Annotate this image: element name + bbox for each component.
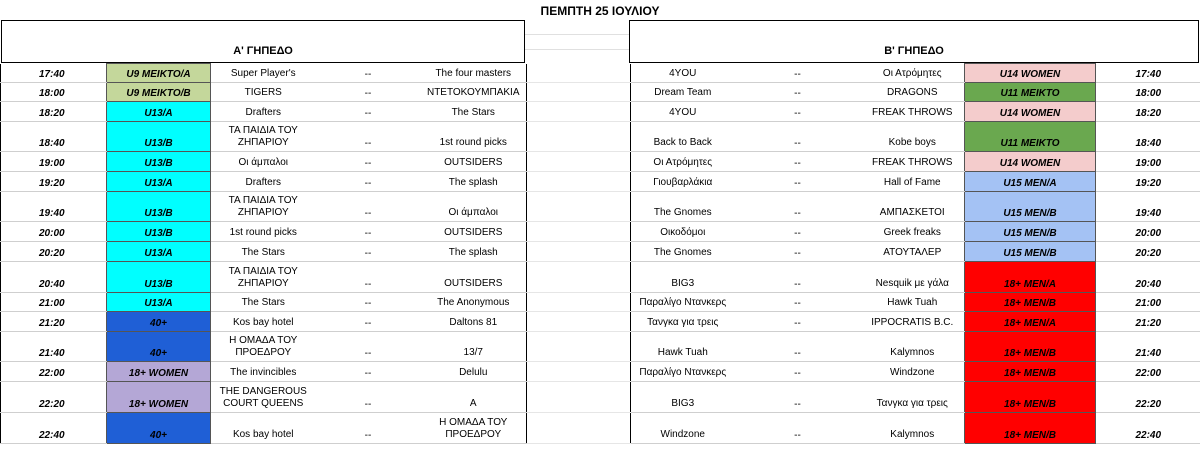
vs-mark-b: -- xyxy=(735,413,861,444)
category-a-cell: U9 ΜΕΙΚΤΟ/A xyxy=(107,64,211,83)
table-row xyxy=(1,312,1200,332)
schedule-body xyxy=(1,64,1200,444)
category-a-cell: U13/A xyxy=(107,102,211,122)
gap-cell xyxy=(527,83,631,102)
vs-mark-a: -- xyxy=(316,262,421,293)
away-team-a: The splash xyxy=(421,242,527,262)
category-a-cell: U13/B xyxy=(107,262,211,293)
away-team-b: Kalymnos xyxy=(861,332,965,362)
time-cell: 18:20 xyxy=(1,102,107,122)
gap-cell xyxy=(527,293,631,312)
home-team-a: Drafters xyxy=(211,172,316,192)
time-cell: 19:40 xyxy=(1,192,107,222)
gap-cell xyxy=(527,172,631,192)
vs-mark-a: -- xyxy=(316,102,421,122)
schedule-table xyxy=(0,63,1200,444)
time-cell: 19:00 xyxy=(1,152,107,172)
court-b-label: Β' ΓΗΠΕΔΟ xyxy=(884,45,944,57)
away-team-a: The Anonymous xyxy=(421,293,527,312)
home-team-a: Drafters xyxy=(211,102,316,122)
category-a-cell: U13/B xyxy=(107,222,211,242)
home-team-b: 4YOU xyxy=(631,64,735,83)
away-team-b: Οι Ατρόμητες xyxy=(861,64,965,83)
vs-mark-b: -- xyxy=(735,312,861,332)
gap-cell xyxy=(527,64,631,83)
table-row xyxy=(1,102,1200,122)
time-cell-b: 21:40 xyxy=(1096,332,1200,362)
gap-cell xyxy=(527,222,631,242)
time-cell: 20:00 xyxy=(1,222,107,242)
gap-cell xyxy=(527,122,631,152)
vs-mark-a: -- xyxy=(316,122,421,152)
home-team-b: The Gnomes xyxy=(631,192,735,222)
home-team-b: Οι Ατρόμητες xyxy=(631,152,735,172)
time-cell-b: 18:20 xyxy=(1096,102,1200,122)
vs-mark-b: -- xyxy=(735,64,861,83)
time-cell: 20:40 xyxy=(1,262,107,293)
time-cell-b: 20:40 xyxy=(1096,262,1200,293)
away-team-b: Τανγκα για τρεις xyxy=(861,382,965,413)
away-team-a: The Stars xyxy=(421,102,527,122)
table-row xyxy=(1,262,1200,293)
category-b-cell: 18+ MEN/B xyxy=(965,362,1096,382)
home-team-a: ΤΑ ΠΑΙΔΙΑ ΤΟΥ ΖΗΠΑΡΙΟΥ xyxy=(211,262,316,293)
category-a-cell: U13/A xyxy=(107,172,211,192)
category-b-cell: 18+ MEN/B xyxy=(965,293,1096,312)
court-a-label: Α' ΓΗΠΕΔΟ xyxy=(233,45,293,57)
gap-cell xyxy=(527,362,631,382)
table-row xyxy=(1,362,1200,382)
home-team-b: Παραλίγο Ντανκερς xyxy=(631,293,735,312)
home-team-b: Παραλίγο Ντανκερς xyxy=(631,362,735,382)
away-team-b: Greek freaks xyxy=(861,222,965,242)
court-a-header xyxy=(1,20,525,63)
home-team-b: Hawk Tuah xyxy=(631,332,735,362)
home-team-a: TIGERS xyxy=(211,83,316,102)
time-cell-b: 18:40 xyxy=(1096,122,1200,152)
away-team-b: Kobe boys xyxy=(861,122,965,152)
gap-cell xyxy=(527,192,631,222)
category-b-cell: 18+ MEN/B xyxy=(965,413,1096,444)
gap-cell xyxy=(527,152,631,172)
gap-cell xyxy=(527,332,631,362)
time-cell: 18:40 xyxy=(1,122,107,152)
category-b-cell: 18+ MEN/B xyxy=(965,382,1096,413)
time-cell-b: 21:00 xyxy=(1096,293,1200,312)
category-a-cell: 40+ xyxy=(107,332,211,362)
table-row xyxy=(1,122,1200,152)
home-team-b: BIG3 xyxy=(631,382,735,413)
home-team-a: The Stars xyxy=(211,293,316,312)
vs-mark-b: -- xyxy=(735,152,861,172)
vs-mark-b: -- xyxy=(735,172,861,192)
away-team-a: 13/7 xyxy=(421,332,527,362)
vs-mark-a: -- xyxy=(316,222,421,242)
home-team-b: Οικοδόμοι xyxy=(631,222,735,242)
table-row xyxy=(1,382,1200,413)
gap-cell xyxy=(527,102,631,122)
time-cell-b: 19:40 xyxy=(1096,192,1200,222)
vs-mark-a: -- xyxy=(316,83,421,102)
table-row xyxy=(1,242,1200,262)
category-b-cell: U15 MEN/B xyxy=(965,242,1096,262)
vs-mark-a: -- xyxy=(316,332,421,362)
away-team-b: ΑΜΠΑΣΚΕΤΟΙ xyxy=(861,192,965,222)
home-team-a: The Stars xyxy=(211,242,316,262)
away-team-a: OUTSIDERS xyxy=(421,262,527,293)
vs-mark-b: -- xyxy=(735,192,861,222)
away-team-b: Nesquik με γάλα xyxy=(861,262,965,293)
away-team-a: Delulu xyxy=(421,362,527,382)
time-cell-b: 17:40 xyxy=(1096,64,1200,83)
time-cell-b: 22:00 xyxy=(1096,362,1200,382)
time-cell-b: 20:20 xyxy=(1096,242,1200,262)
vs-mark-b: -- xyxy=(735,242,861,262)
time-cell: 22:20 xyxy=(1,382,107,413)
category-b-cell: 18+ MEN/A xyxy=(965,312,1096,332)
time-cell-b: 18:00 xyxy=(1096,83,1200,102)
time-cell: 21:20 xyxy=(1,312,107,332)
away-team-a: Daltons 81 xyxy=(421,312,527,332)
vs-mark-a: -- xyxy=(316,382,421,413)
home-team-a: Kos bay hotel xyxy=(211,312,316,332)
away-team-a: The four masters xyxy=(421,64,527,83)
table-row xyxy=(1,293,1200,312)
gap-cell xyxy=(527,382,631,413)
category-a-cell: 18+ WOMEN xyxy=(107,362,211,382)
time-cell: 22:40 xyxy=(1,413,107,444)
home-team-b: Back to Back xyxy=(631,122,735,152)
vs-mark-a: -- xyxy=(316,152,421,172)
category-a-cell: U13/B xyxy=(107,192,211,222)
home-team-a: ΤΑ ΠΑΙΔΙΑ ΤΟΥ ΖΗΠΑΡΙΟΥ xyxy=(211,192,316,222)
table-row xyxy=(1,64,1200,83)
home-team-a: THE DANGEROUS COURT QUEENS xyxy=(211,382,316,413)
away-team-a: 1st round picks xyxy=(421,122,527,152)
category-b-cell: 18+ MEN/A xyxy=(965,262,1096,293)
gap-cell xyxy=(527,242,631,262)
category-a-cell: U13/B xyxy=(107,152,211,172)
category-b-cell: U14 WOMEN xyxy=(965,102,1096,122)
away-team-a: A xyxy=(421,382,527,413)
away-team-b: Windzone xyxy=(861,362,965,382)
table-row xyxy=(1,332,1200,362)
time-cell-b: 19:20 xyxy=(1096,172,1200,192)
away-team-a: Η ΟΜΑΔΑ ΤΟΥ ΠΡΟΕΔΡΟΥ xyxy=(421,413,527,444)
home-team-b: Γιουβαρλάκια xyxy=(631,172,735,192)
table-row xyxy=(1,172,1200,192)
vs-mark-b: -- xyxy=(735,262,861,293)
away-team-b: DRAGONS xyxy=(861,83,965,102)
category-a-cell: U13/A xyxy=(107,242,211,262)
vs-mark-b: -- xyxy=(735,382,861,413)
category-a-cell: 40+ xyxy=(107,413,211,444)
category-b-cell: U15 MEN/B xyxy=(965,192,1096,222)
time-cell: 17:40 xyxy=(1,64,107,83)
home-team-b: BIG3 xyxy=(631,262,735,293)
category-a-cell: U13/B xyxy=(107,122,211,152)
gap-cell xyxy=(527,413,631,444)
time-cell-b: 22:40 xyxy=(1096,413,1200,444)
home-team-b: 4YOU xyxy=(631,102,735,122)
vs-mark-b: -- xyxy=(735,222,861,242)
time-cell-b: 19:00 xyxy=(1096,152,1200,172)
away-team-b: IPPOCRATIS B.C. xyxy=(861,312,965,332)
away-team-a: Οι άμπαλοι xyxy=(421,192,527,222)
vs-mark-a: -- xyxy=(316,172,421,192)
vs-mark-a: -- xyxy=(316,64,421,83)
vs-mark-a: -- xyxy=(316,413,421,444)
away-team-b: FREAK THROWS xyxy=(861,152,965,172)
home-team-a: Οι άμπαλοι xyxy=(211,152,316,172)
away-team-b: Hawk Tuah xyxy=(861,293,965,312)
away-team-b: Hall of Fame xyxy=(861,172,965,192)
time-cell-b: 21:20 xyxy=(1096,312,1200,332)
vs-mark-b: -- xyxy=(735,293,861,312)
category-b-cell: U14 WOMEN xyxy=(965,64,1096,83)
vs-mark-b: -- xyxy=(735,332,861,362)
category-a-cell: U9 ΜΕΙΚΤΟ/B xyxy=(107,83,211,102)
table-row xyxy=(1,413,1200,444)
vs-mark-a: -- xyxy=(316,293,421,312)
away-team-a: The splash xyxy=(421,172,527,192)
table-row xyxy=(1,83,1200,102)
away-team-b: ΑΤΟΥΤΑΛΕΡ xyxy=(861,242,965,262)
category-b-cell: U15 MEN/A xyxy=(965,172,1096,192)
home-team-a: The invincibles xyxy=(211,362,316,382)
time-cell: 21:40 xyxy=(1,332,107,362)
gap-cell xyxy=(527,312,631,332)
vs-mark-a: -- xyxy=(316,192,421,222)
away-team-a: ΝΤΕΤΟΚΟΥΜΠΑΚΙΑ xyxy=(421,83,527,102)
category-b-cell: U11 ΜΕΙΚΤΟ xyxy=(965,122,1096,152)
page-title: ΠΕΜΠΤΗ 25 ΙΟΥΛΙΟΥ xyxy=(540,4,660,18)
category-b-cell: 18+ MEN/B xyxy=(965,332,1096,362)
court-b-header xyxy=(629,20,1199,63)
time-cell: 21:00 xyxy=(1,293,107,312)
away-team-a: OUTSIDERS xyxy=(421,222,527,242)
time-cell: 18:00 xyxy=(1,83,107,102)
away-team-b: Kalymnos xyxy=(861,413,965,444)
away-team-a: OUTSIDERS xyxy=(421,152,527,172)
time-cell: 19:20 xyxy=(1,172,107,192)
table-row xyxy=(1,192,1200,222)
home-team-a: ΤΑ ΠΑΙΔΙΑ ΤΟΥ ΖΗΠΑΡΙΟΥ xyxy=(211,122,316,152)
home-team-a: 1st round picks xyxy=(211,222,316,242)
vs-mark-b: -- xyxy=(735,362,861,382)
vs-mark-a: -- xyxy=(316,362,421,382)
time-cell-b: 22:20 xyxy=(1096,382,1200,413)
gap-cell xyxy=(527,262,631,293)
category-a-cell: U13/A xyxy=(107,293,211,312)
category-b-cell: U14 WOMEN xyxy=(965,152,1096,172)
table-row xyxy=(1,152,1200,172)
vs-mark-b: -- xyxy=(735,122,861,152)
category-b-cell: U15 MEN/B xyxy=(965,222,1096,242)
home-team-a: Η ΟΜΑΔΑ ΤΟΥ ΠΡΟΕΔΡΟΥ xyxy=(211,332,316,362)
vs-mark-a: -- xyxy=(316,242,421,262)
home-team-b: Τανγκα για τρεις xyxy=(631,312,735,332)
vs-mark-a: -- xyxy=(316,312,421,332)
time-cell: 22:00 xyxy=(1,362,107,382)
home-team-a: Kos bay hotel xyxy=(211,413,316,444)
table-row xyxy=(1,222,1200,242)
header-gap xyxy=(525,20,629,63)
home-team-b: Windzone xyxy=(631,413,735,444)
vs-mark-b: -- xyxy=(735,102,861,122)
category-a-cell: 18+ WOMEN xyxy=(107,382,211,413)
home-team-a: Super Player's xyxy=(211,64,316,83)
category-a-cell: 40+ xyxy=(107,312,211,332)
away-team-b: FREAK THROWS xyxy=(861,102,965,122)
home-team-b: Dream Team xyxy=(631,83,735,102)
vs-mark-b: -- xyxy=(735,83,861,102)
category-b-cell: U11 ΜΕΙΚΤΟ xyxy=(965,83,1096,102)
home-team-b: The Gnomes xyxy=(631,242,735,262)
time-cell-b: 20:00 xyxy=(1096,222,1200,242)
time-cell: 20:20 xyxy=(1,242,107,262)
